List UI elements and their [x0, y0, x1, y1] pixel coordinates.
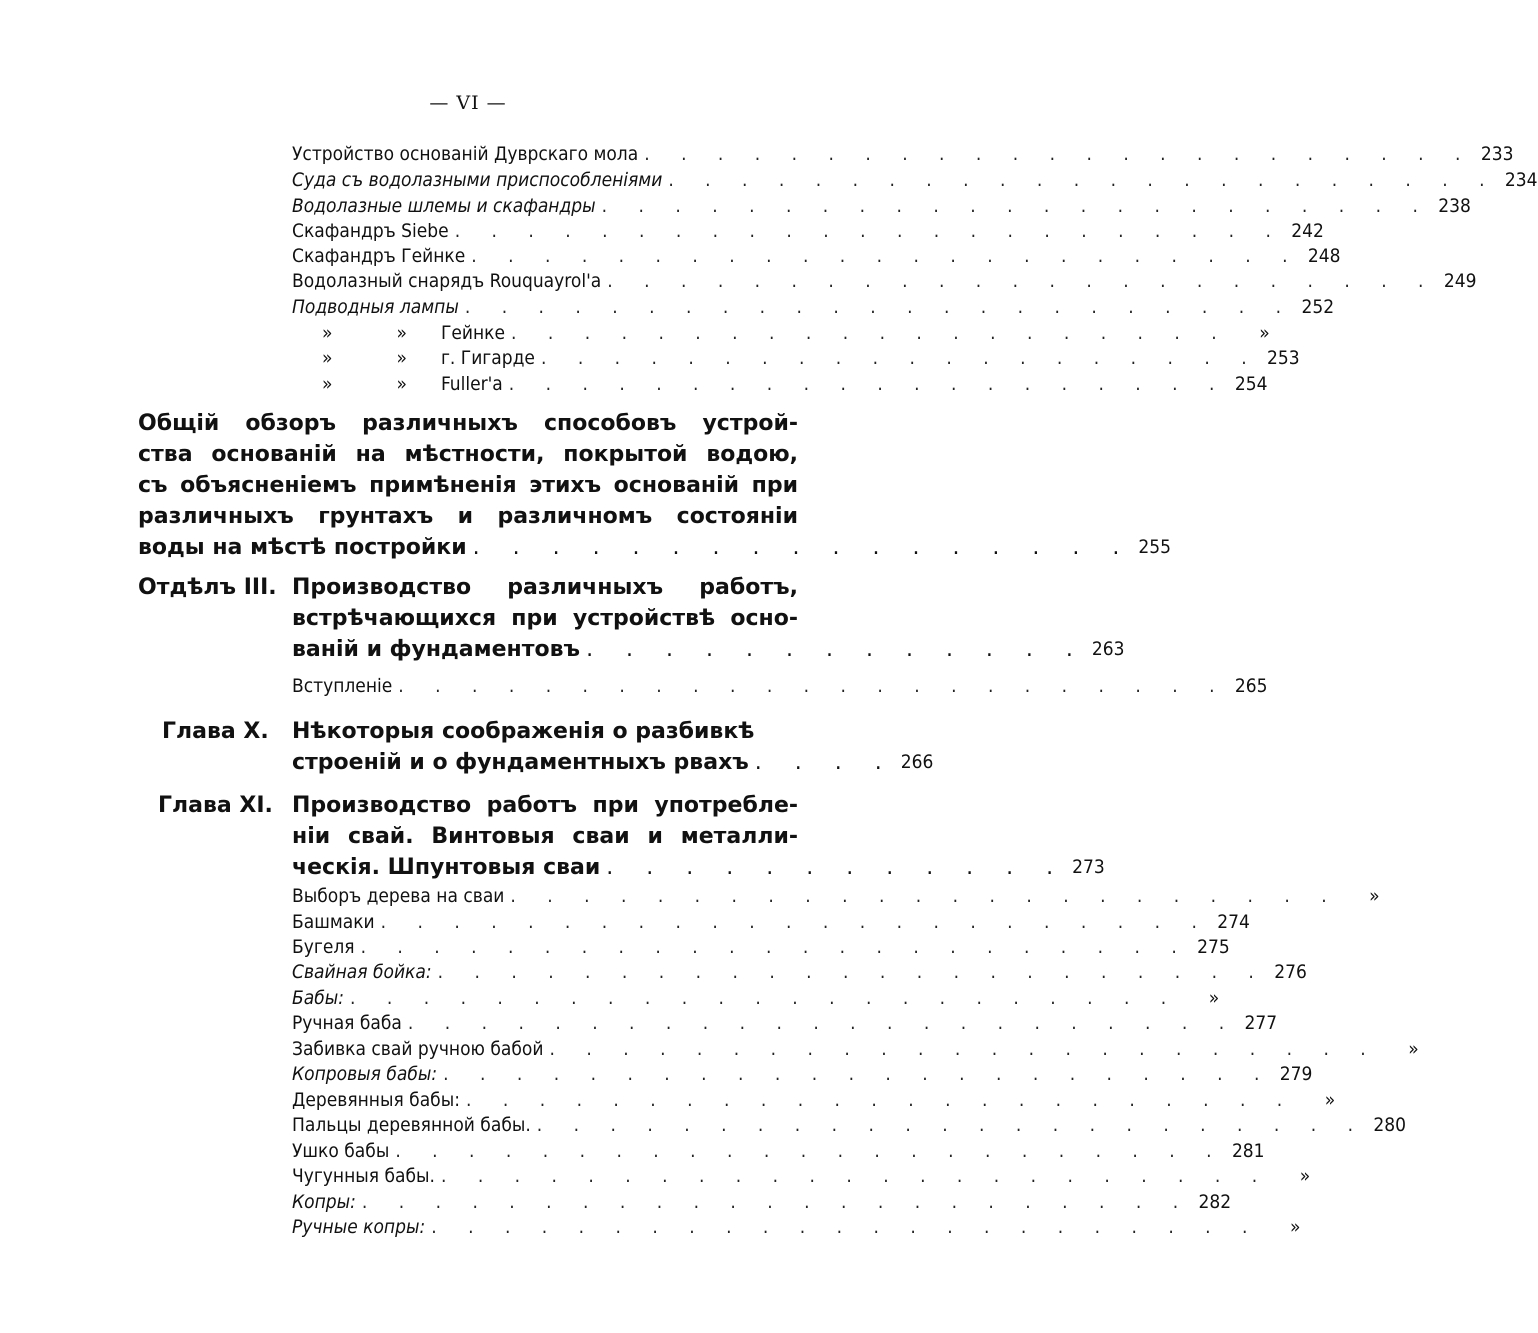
toc-entry — [292, 959, 1307, 985]
leader-dots: . . . . . . . . . . . . . . . . . — [472, 535, 1133, 560]
toc-entry — [292, 1036, 1419, 1062]
toc-entry — [292, 1061, 1313, 1087]
section-line: Производство различныхъ работъ, — [292, 575, 798, 600]
entry-title: Бабы: — [292, 987, 344, 1009]
ditto-mark: » — [396, 373, 407, 395]
section-entry — [292, 572, 1125, 665]
leader-dots: . . . . . . . . . . . . . . . . . . . . . . . — [668, 169, 1498, 191]
leader-dots: . . . . . . . . . . . . . . . . . . . . . . . — [443, 1063, 1273, 1085]
entry-title: Ушко бабы — [292, 1140, 390, 1162]
entry-page: » — [1369, 885, 1380, 907]
entry-page: » — [1208, 987, 1220, 1009]
chapter-last-line — [292, 852, 1105, 883]
toc-entry — [292, 673, 1268, 699]
chapter-label: Глава XI. — [158, 793, 273, 818]
entry-title: Ручные копры: — [292, 1216, 426, 1238]
entry-page: 233 — [1480, 143, 1514, 165]
toc-entry — [292, 883, 1380, 909]
chapter-line: Производство работъ при употребле- — [292, 793, 798, 818]
entry-title: Копры: — [292, 1191, 356, 1213]
entry-page: » — [1290, 1216, 1301, 1238]
overview-line: различныхъ грунтахъ и различномъ состояніи — [138, 504, 798, 529]
leader-dots: . . . . . . . . . . . . . . . . . . . . . . . — [510, 885, 1340, 907]
entry-page: » — [1299, 1165, 1311, 1187]
leader-dots: . . . . . . . . . . . . . . . . . . . . — [540, 347, 1260, 369]
toc-entry — [292, 1138, 1265, 1164]
ditto-mark: » — [322, 347, 333, 369]
leader-dots: . . . . . . . . . . . . . . . . . . . . . . . — [607, 270, 1437, 292]
entry-page: » — [1324, 1089, 1336, 1111]
leader-dots: . . . . . . . . . . . . — [606, 855, 1067, 880]
entry-page: 274 — [1217, 911, 1250, 933]
entry-title: Башмаки — [292, 911, 375, 933]
entry-title: Копровыя бабы: — [292, 1063, 438, 1085]
entry-title: Суда съ водолазными приспособленіями — [292, 169, 663, 191]
entry-page: 242 — [1291, 220, 1324, 242]
chapter-last-line — [292, 747, 934, 778]
entry-page: 266 — [900, 751, 934, 773]
entry-title: Деревянныя бабы: — [292, 1089, 460, 1111]
entry-page: 248 — [1307, 245, 1341, 267]
toc-entry — [292, 934, 1230, 960]
entry-page: 275 — [1197, 936, 1230, 958]
toc-entry — [292, 218, 1324, 244]
entry-title: Подводныя лампы — [292, 296, 459, 318]
entry-title: Водолазные шлемы и скафандры — [292, 195, 596, 217]
toc-entry — [292, 1087, 1336, 1113]
toc-entry — [292, 909, 1250, 935]
toc-entry — [292, 167, 1538, 193]
entry-title: Пальцы деревянной бабы. — [292, 1114, 531, 1136]
leader-dots: . . . . — [754, 750, 895, 775]
overview-line: Общій обзоръ различныхъ способовъ устрой- — [138, 411, 798, 436]
entry-title: Чугунныя бабы. — [292, 1165, 435, 1187]
ditto-mark: » — [322, 373, 333, 395]
entry-page: 255 — [1138, 536, 1172, 558]
entry-page: 249 — [1443, 270, 1477, 292]
chapter-label: Глава X. — [162, 719, 269, 744]
entry-title: Устройство основаній Дуврскаго мола — [292, 143, 639, 165]
leader-dots: . . . . . . . . . . . . . . . . . . . . . . . — [536, 1114, 1367, 1136]
leader-dots: . . . . . . . . . . . . . . . . . . . . . . . — [398, 675, 1228, 697]
section-line: встрѣчающихся при устройствѣ осно- — [292, 606, 798, 631]
overview-entry — [138, 408, 1172, 563]
leader-dots: . . . . . . . . . . . . . . . . . . . . . . . — [437, 961, 1267, 983]
entry-title: Вступленіе — [292, 675, 393, 697]
toc-entry — [292, 243, 1341, 269]
leader-dots: . . . . . . . . . . . . . . . . . . . . . . . — [466, 1089, 1296, 1111]
toc-entry — [292, 985, 1220, 1011]
entry-title: воды на мѣстѣ постройки — [138, 535, 467, 560]
leader-dots: . . . . . . . . . . . . . . . . . . . . . . . — [431, 1216, 1261, 1238]
entry-page: » — [1259, 322, 1270, 344]
leader-dots: . . . . . . . . . . . . . . . . . . . . . . . — [361, 1191, 1192, 1213]
entry-page: 263 — [1091, 638, 1125, 660]
toc-entry — [292, 268, 1477, 294]
entry-page: 282 — [1198, 1191, 1232, 1213]
entry-title: Забивка свай ручною бабой — [292, 1038, 544, 1060]
ditto-mark: » — [396, 347, 407, 369]
leader-dots: . . . . . . . . . . . . . . . . . . . . . . . — [601, 195, 1431, 217]
entry-title: ческія. Шпунтовыя сваи — [292, 855, 601, 880]
entry-title: Гейнке — [440, 322, 506, 344]
leader-dots: . . . . . . . . . . . . . . . . . . . . . . . — [464, 296, 1295, 318]
entry-page: 279 — [1279, 1063, 1313, 1085]
overview-line: ства основаній на мѣстности, покрытой водою, — [138, 442, 798, 467]
leader-dots: . . . . . . . . . . . . . . . . . . . . — [508, 373, 1228, 395]
entry-title: Бугеля — [292, 936, 355, 958]
entry-title: Водолазный снарядъ Rouquayrol'a — [292, 270, 602, 292]
toc-entry — [292, 1010, 1278, 1036]
toc-entry — [292, 141, 1514, 167]
entry-page: » — [1408, 1038, 1419, 1060]
overview-last-line — [138, 532, 1172, 563]
entry-title: Fuller'a — [440, 373, 503, 395]
entry-title: строеній и о фундаментныхъ рвахъ — [292, 750, 749, 775]
leader-dots: . . . . . . . . . . . . . . . . . . . . . . . — [407, 1012, 1238, 1034]
toc-subentry — [292, 345, 1300, 371]
leader-dots: . . . . . . . . . . . . . . . . . . . . . . . — [454, 220, 1284, 242]
page-number-header: — VI — — [429, 92, 507, 114]
leader-dots: . . . . . . . . . . . . . . . . . . . . . . . — [350, 987, 1180, 1009]
toc-entry — [292, 193, 1471, 219]
entry-title: ваній и фундаментовъ — [292, 637, 581, 662]
section-last-line — [292, 634, 1125, 665]
entry-page: 265 — [1234, 675, 1268, 697]
entry-title: г. Гигарде — [440, 347, 535, 369]
entry-page: 277 — [1244, 1012, 1278, 1034]
section-label: Отдѣлъ III. — [138, 575, 277, 600]
entry-page: 273 — [1072, 856, 1105, 878]
leader-dots: . . . . . . . . . . . . . — [586, 637, 1086, 662]
toc-entry — [292, 1163, 1311, 1189]
toc-entry — [292, 294, 1335, 320]
toc-entry — [292, 1189, 1232, 1215]
entry-title: Выборъ дерева на сваи — [292, 885, 505, 907]
leader-dots: . . . . . . . . . . . . . . . . . . . . . . . — [380, 911, 1210, 933]
ditto-mark: » — [396, 322, 407, 344]
leader-dots: . . . . . . . . . . . . . . . . . . . . . . . — [395, 1140, 1225, 1162]
leader-dots: . . . . . . . . . . . . . . . . . . . . . . . — [644, 143, 1474, 165]
chapter-entry — [292, 790, 1105, 883]
entry-page: 276 — [1274, 961, 1307, 983]
toc-entry — [292, 1112, 1407, 1138]
entry-title: Нѣкоторыя соображенія о разбивкѣ — [292, 719, 755, 744]
entry-title: Скафандръ Гейнке — [292, 245, 466, 267]
leader-dots: . . . . . . . . . . . . . . . . . . . . . . . — [440, 1165, 1271, 1187]
chapter-line — [292, 716, 798, 747]
leader-dots: . . . . . . . . . . . . . . . . . . . . . . . — [549, 1038, 1379, 1060]
entry-page: 280 — [1373, 1114, 1407, 1136]
chapter-line: ніи свай. Винтовыя сваи и металли- — [292, 824, 798, 849]
ditto-mark: » — [322, 322, 333, 344]
entry-title: Скафандръ Siebe — [292, 220, 449, 242]
entry-title: Свайная бойка: — [292, 961, 432, 983]
entry-page: 238 — [1438, 195, 1471, 217]
entry-page: 254 — [1234, 373, 1268, 395]
toc-subentry — [292, 320, 1270, 346]
chapter-entry — [292, 716, 934, 778]
leader-dots: . . . . . . . . . . . . . . . . . . . . — [511, 322, 1230, 344]
toc-subentry — [292, 371, 1268, 397]
leader-dots: . . . . . . . . . . . . . . . . . . . . . . . — [471, 245, 1301, 267]
leader-dots: . . . . . . . . . . . . . . . . . . . . . . . — [360, 936, 1190, 958]
entry-page: 234 — [1504, 169, 1538, 191]
overview-line: съ объясненіемъ примѣненія этихъ основаній при — [138, 473, 798, 498]
entry-page: 252 — [1301, 296, 1335, 318]
entry-page: 281 — [1231, 1140, 1265, 1162]
entry-title: Ручная баба — [292, 1012, 402, 1034]
entry-page: 253 — [1267, 347, 1300, 369]
toc-entry — [292, 1214, 1301, 1240]
